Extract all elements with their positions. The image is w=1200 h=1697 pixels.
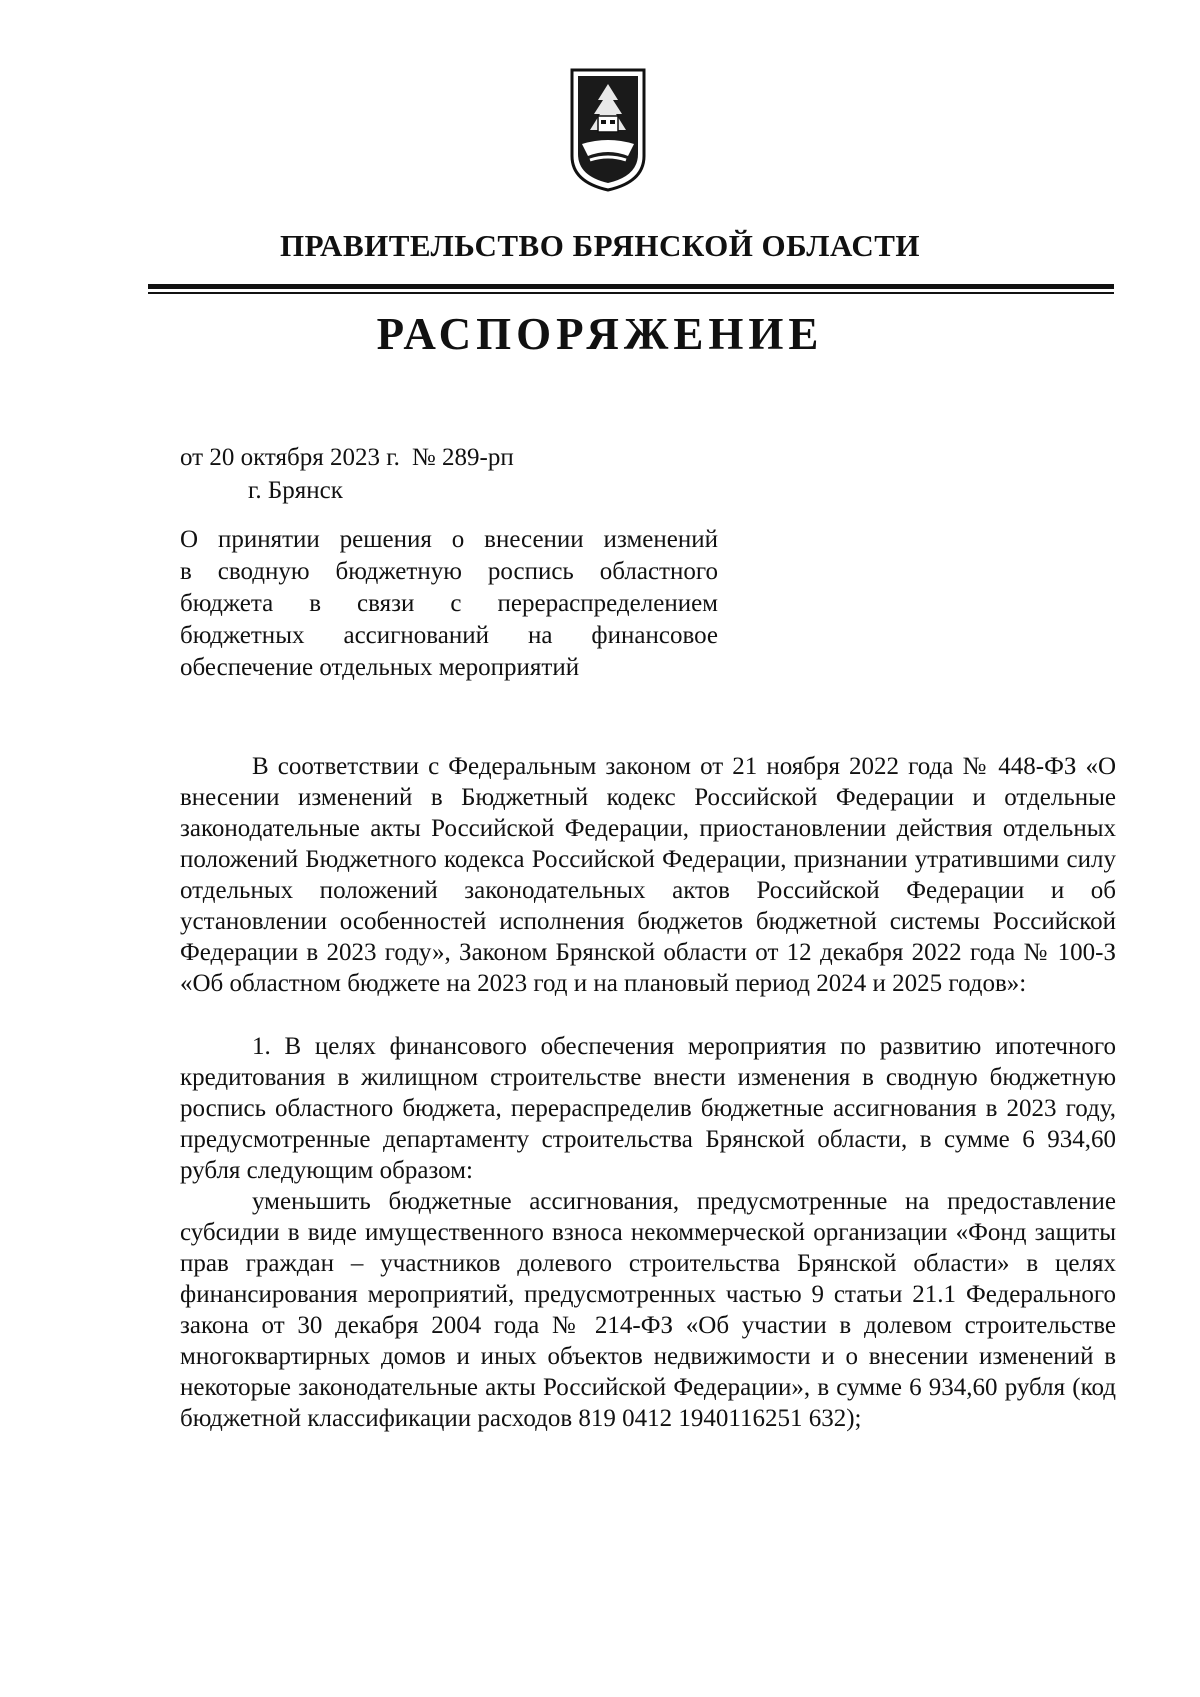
header-divider-thick	[148, 284, 1114, 289]
subject-line: обеспечение отдельных мероприятий	[180, 654, 580, 681]
subject-line: бюджета в связи с перераспределением	[180, 590, 718, 617]
clause-1-paragraph: 1. В целях финансового обеспечения мероприятия по развитию ипотечного кредитования в жилищном строительстве внести изменения в сводную бюджетную роспись областного бюджета, перераспределив бюджетные ассигнования в 2023 году, предусмотренные департаменту строительства Брянской области, в сумме 6 934,60 рубля следующим образом:	[180, 1033, 1116, 1184]
preamble-paragraph: В соответствии с Федеральным законом от 21 ноября 2022 года № 448-ФЗ «О внесении изменений в Бюджетный кодекс Российской Федерации и отдельные законодательные акты Российской Федерации, приостановлении действия отдельных положений Бюджетного кодекса Российской Федерации, признании утратившими силу отдельных положений законодательных актов Российской Федерации и об установлении особенностей исполнения бюджетов бюджетной системы Российской Федерации в 2023 году», Законом Брянской области от 12 декабря 2022 года № 100-З «Об областном бюджете на 2023 год и на плановый период 2024 и 2025 годов»:	[180, 753, 1116, 997]
organization-title: ПРАВИТЕЛЬСТВО БРЯНСКОЙ ОБЛАСТИ	[279, 228, 921, 263]
coat-of-arms-icon	[568, 64, 648, 194]
document-number: № 289-рп	[411, 444, 514, 471]
document-city: г. Брянск	[248, 477, 343, 504]
subject-line: О принятии решения о внесении изменений	[180, 526, 718, 553]
document-body	[180, 751, 1116, 1434]
subject-line: бюджетных ассигнований на финансовое	[180, 622, 718, 649]
document-date: от 20 октября 2023 г.	[180, 444, 400, 471]
document-type-heading: РАСПОРЯЖЕНИЕ	[376, 309, 824, 359]
clause-1-reduce-paragraph: уменьшить бюджетные ассигнования, предусмотренные на предоставление субсидии в виде имущественного взноса некоммерческой организации «Фонд защиты прав граждан – участников долевого строительства Брянской области» в целях финансирования мероприятий, предусмотренных частью 9 статьи 21.1 Федерального закона от 30 декабря 2004 года № 214-ФЗ «Об участии в долевом строительстве многоквартирных домов и иных объектов недвижимости и о внесении изменений в некоторые законодательные акты Российской Федерации», в сумме 6 934,60 рубля (код бюджетной классификации расходов 819 0412 1940116251 632);	[180, 1188, 1116, 1432]
header-divider-thin	[148, 292, 1114, 294]
subject-line: в сводную бюджетную роспись областного	[180, 558, 718, 585]
document-date-number	[180, 444, 526, 472]
document-subject	[180, 524, 718, 684]
